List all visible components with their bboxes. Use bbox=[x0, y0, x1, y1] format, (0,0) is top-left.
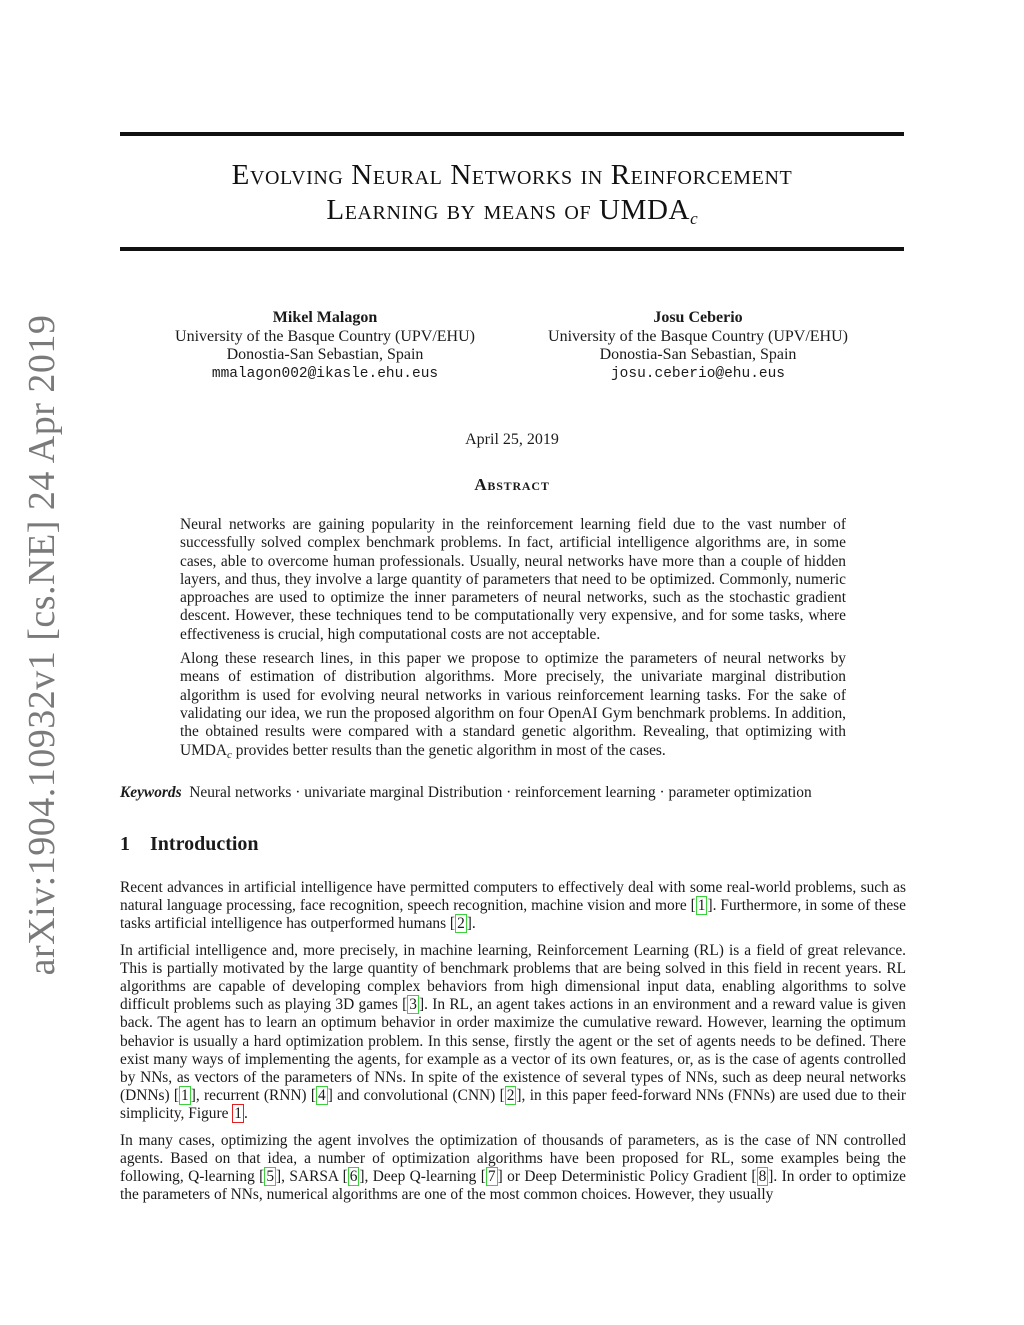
introduction-body bbox=[120, 879, 906, 1212]
citation-link[interactable]: 8 bbox=[758, 1168, 767, 1186]
citation-link[interactable]: 7 bbox=[487, 1168, 496, 1186]
intro-paragraph-1 bbox=[120, 879, 906, 934]
keywords-label: Keywords bbox=[120, 784, 182, 801]
abstract-p2-text: Along these research lines, in this paper we propose to optimize the parameters of neural networks by means of estimation of distribution algorithms. More precisely, the univariate marginal distribution algorithm is used for evolving neural networks in various reinforcement learning tasks. For the sake of validating our idea, we run the proposed algorithm on four OpenAI Gym benchmark problems. In addition, the obtained results were compared with a standard genetic algorithm. Revealing, that optimizing with UMDA bbox=[180, 650, 846, 759]
abstract-paragraph-1: Neural networks are gaining popularity in the reinforcement learning field due to the vast number of successfully solved complex benchmark problems. In fact, artificial intelligence algorithms are, in some cases, able to overcome human professionals. Usually, neural networks have more than a couple of hidden layers, and thus, they involve a large quantity of parameters that need to be optimized. Commonly, numeric approaches are used to optimize the inner parameters of neural networks, such as the stochastic gradient descent. However, these techniques tend to be computationally very expensive, and for some tasks, where effectiveness is crucial, high computational costs are not acceptable. bbox=[180, 516, 846, 643]
intro-paragraph-2 bbox=[120, 942, 906, 1124]
author-email[interactable]: josu.ceberio@ehu.eus bbox=[610, 365, 786, 382]
paper-title bbox=[120, 158, 904, 236]
citation-link[interactable]: 4 bbox=[317, 1087, 326, 1105]
title-line-2-main: Learning by means of UMDA bbox=[326, 194, 691, 226]
text-run: In many cases, optimizing the agent involves the optimization of thousands of parameters, as is the case of NN controlled agents. Based on that idea, a number of optimization algorithms have been proposed for RL, some examples being the following, Q-learning [ bbox=[120, 1131, 906, 1186]
section-heading bbox=[120, 833, 259, 856]
author-location: Donostia-San Sebastian, Spain bbox=[226, 346, 424, 363]
section-title: Introduction bbox=[150, 833, 259, 855]
text-run: ]. In RL, an agent takes actions in an environment and a reward value is given back. The agent has to learn an optimum behavior in order maximize the cumulative reward. However, learning the optimum behavior is usually a hard optimization problem. In this sense, firstly the agent or the set of agents needs to be defined. There exist many ways of implementing the agents, for example as a vector of its own features, or, as is the case of agents controlled by NNs, as vectors of the parameters of NNs. In spite of the existence of several types of NNs, such as deep neural networks (DNNs) [ bbox=[120, 996, 906, 1105]
keywords-text: Neural networks · univariate marginal Distribution · reinforcement learning · parameter optimization bbox=[189, 784, 812, 801]
text-run: ], recurrent (RNN) [ bbox=[190, 1087, 316, 1105]
citation-link[interactable]: 3 bbox=[409, 996, 417, 1014]
citation-link[interactable]: 1 bbox=[181, 1087, 189, 1105]
citation-link[interactable]: 2 bbox=[457, 915, 465, 933]
abstract-p2-subscript: c bbox=[227, 748, 232, 761]
text-run: ], in this paper feed-forward NNs (FNNs) are used due to their simplicity, Figure bbox=[120, 1087, 906, 1123]
section-number: 1 bbox=[120, 833, 130, 855]
citation-link[interactable]: 6 bbox=[349, 1168, 358, 1186]
author-name: Mikel Malagon bbox=[272, 309, 378, 326]
author-name: Josu Ceberio bbox=[653, 309, 743, 326]
text-run: ] and convolutional (CNN) [ bbox=[327, 1087, 505, 1105]
text-run: In artificial intelligence and, more precisely, in machine learning, Reinforcement Learning (RL) is a field of great relevance. This is partially motivated by the large quantity of benchmark problems that are being solved in this field in recent years. RL algorithms are capable of developing complex behaviors from high dimensional input data, enabling algorithms to solve difficult problems such as playing 3D games [ bbox=[120, 941, 906, 1014]
title-subscript: c bbox=[690, 209, 698, 228]
figure-link[interactable]: 1 bbox=[234, 1105, 242, 1123]
title-rule-top bbox=[120, 132, 904, 136]
paper-date: April 25, 2019 bbox=[465, 431, 559, 448]
author-email[interactable]: mmalagon002@ikasle.ehu.eus bbox=[211, 365, 439, 382]
text-run: ], SARSA [ bbox=[276, 1168, 348, 1186]
text-run: . bbox=[244, 1105, 248, 1123]
text-run: Recent advances in artificial intelligence have permitted computers to effectively deal with some real-world problems, such as natural language processing, face recognition, speech recognition, machine vision and more [ bbox=[120, 879, 906, 915]
abstract-paragraph-2 bbox=[180, 650, 846, 764]
citation-link[interactable]: 5 bbox=[266, 1168, 275, 1186]
text-run: ] or Deep Deterministic Policy Gradient [ bbox=[497, 1168, 757, 1186]
arxiv-identifier: arXiv:1904.10932v1 [cs.NE] 24 Apr 2019 bbox=[21, 314, 63, 976]
author-affiliation: University of the Basque Country (UPV/EHU) bbox=[548, 327, 848, 345]
author-affiliation: University of the Basque Country (UPV/EHU) bbox=[175, 327, 475, 345]
abstract-body bbox=[180, 516, 846, 770]
title-rule-bottom bbox=[120, 247, 904, 251]
author-block-2 bbox=[533, 309, 863, 383]
intro-paragraph-3 bbox=[120, 1132, 906, 1205]
abstract-p2-text-end: provides better results than the genetic algorithm in most of the cases. bbox=[231, 741, 666, 759]
text-run: ], Deep Q-learning [ bbox=[359, 1168, 486, 1186]
title-line-2 bbox=[120, 193, 904, 236]
text-run: ]. In order to optimize the parameters of NNs, numerical algorithms are one of the most common choices. However, they usually bbox=[120, 1168, 907, 1204]
author-block-1 bbox=[160, 309, 490, 383]
title-line-1: Evolving Neural Networks in Reinforcement bbox=[231, 159, 793, 191]
author-location: Donostia-San Sebastian, Spain bbox=[599, 346, 797, 363]
citation-link[interactable]: 2 bbox=[506, 1087, 515, 1105]
citation-link[interactable]: 1 bbox=[697, 897, 706, 915]
text-run: ]. bbox=[466, 915, 476, 933]
keywords-line bbox=[120, 784, 920, 802]
text-run: ]. Furthermore, in some of these tasks artificial intelligence has outperformed humans [ bbox=[120, 897, 906, 933]
abstract-heading: Abstract bbox=[474, 475, 550, 494]
